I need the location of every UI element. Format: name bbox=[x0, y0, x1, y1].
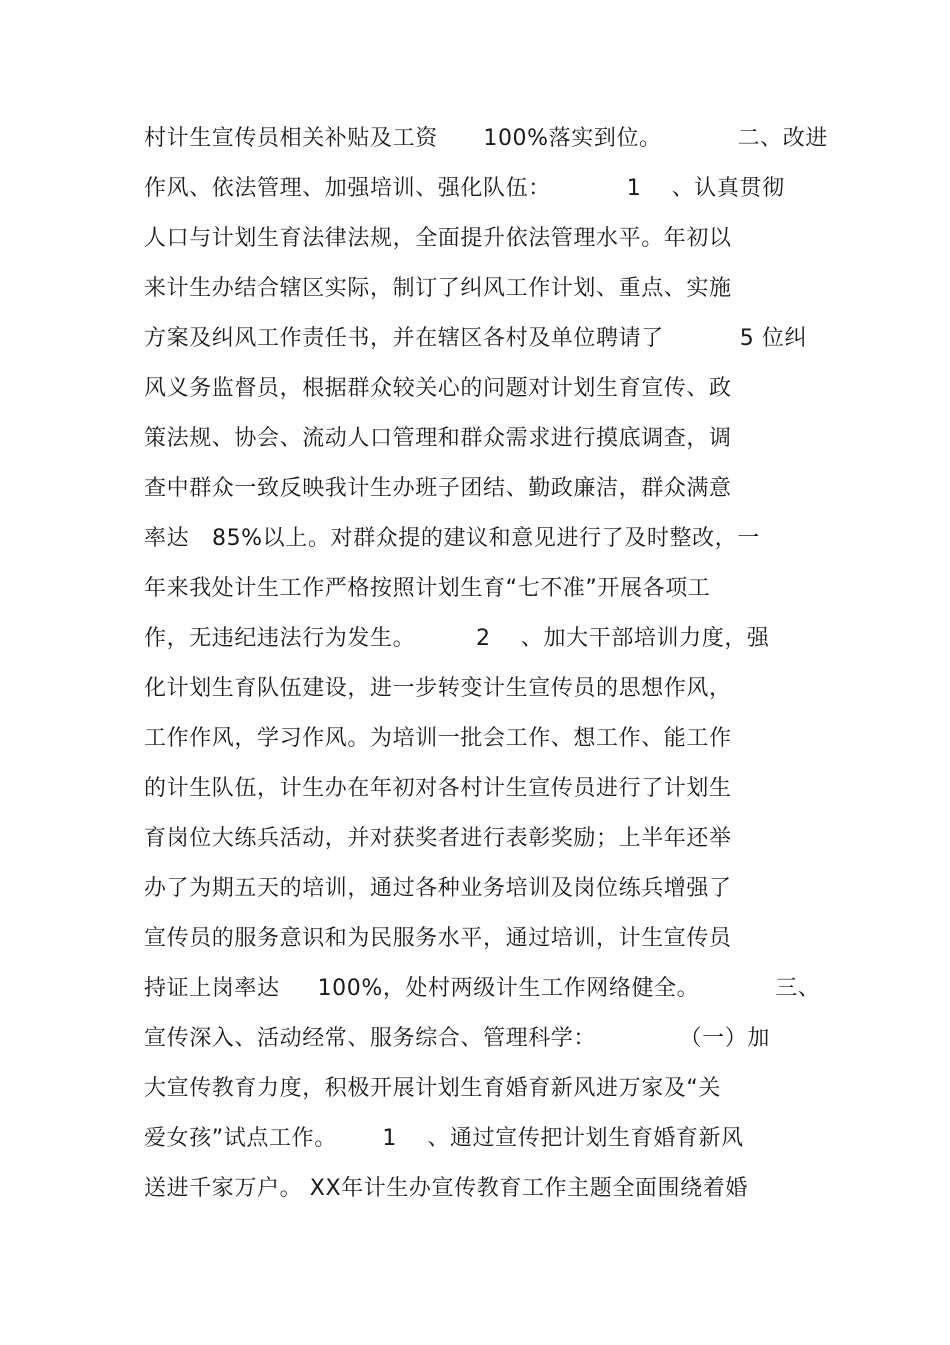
text-line-10: 年来我处计生工作严格按照计划生育“七不准”开展各项工 bbox=[144, 576, 711, 601]
text-line-8: 查中群众一致反映我计生办班子团结、勤政廉洁，群众满意 bbox=[144, 476, 732, 501]
text-line-9: 率达 85%以上。对群众提的建议和意见进行了及时整改，一 bbox=[144, 526, 760, 551]
text-line-5: 方案及纠风工作责任书，并在辖区各村及单位聘请了 5 位纠 bbox=[144, 326, 808, 351]
text-line-2: 作风、依法管理、加强培训、强化队伍： 1 、认真贯彻 bbox=[144, 176, 785, 201]
text-line-22: 送进千家万户。 XX年计生办宣传教育工作主题全面围绕着婚 bbox=[144, 1176, 748, 1201]
text-line-3: 人口与计划生育法律法规，全面提升依法管理水平。年初以 bbox=[144, 226, 732, 251]
text-line-21: 爱女孩”试点工作。 1 、通过宣传把计划生育婚育新风 bbox=[144, 1126, 744, 1151]
text-line-6: 风义务监督员，根据群众较关心的问题对计划生育宣传、政 bbox=[144, 376, 732, 401]
text-line-4: 来计生办结合辖区实际，制订了纠风工作计划、重点、实施 bbox=[144, 276, 732, 301]
text-line-19: 宣传深入、活动经常、服务综合、管理科学： （一）加 bbox=[144, 1026, 770, 1051]
text-line-7: 策法规、协会、流动人口管理和群众需求进行摸底调查，调 bbox=[144, 426, 732, 451]
text-line-16: 办了为期五天的培训，通过各种业务培训及岗位练兵增强了 bbox=[144, 876, 732, 901]
text-line-11: 作，无违纪违法行为发生。 2 、加大干部培训力度，强 bbox=[144, 626, 770, 651]
text-line-17: 宣传员的服务意识和为民服务水平，通过培训，计生宣传员 bbox=[144, 926, 732, 951]
text-line-12: 化计划生育队伍建设，进一步转变计生宣传员的思想作风， bbox=[144, 676, 732, 701]
text-line-15: 育岗位大练兵活动，并对获奖者进行表彰奖励；上半年还举 bbox=[144, 826, 732, 851]
text-line-1: 村计生宣传员相关补贴及工资 100%落实到位。 二、改进 bbox=[144, 126, 828, 151]
text-line-14: 的计生队伍，计生办在年初对各村计生宣传员进行了计划生 bbox=[144, 776, 732, 801]
text-line-13: 工作作风，学习作风。为培训一批会工作、想工作、能工作 bbox=[144, 726, 732, 751]
text-line-18: 持证上岗率达 100%，处村两级计生工作网络健全。 三、 bbox=[144, 976, 821, 1001]
text-line-20: 大宣传教育力度，积极开展计划生育婚育新风进万家及“关 bbox=[144, 1076, 721, 1101]
